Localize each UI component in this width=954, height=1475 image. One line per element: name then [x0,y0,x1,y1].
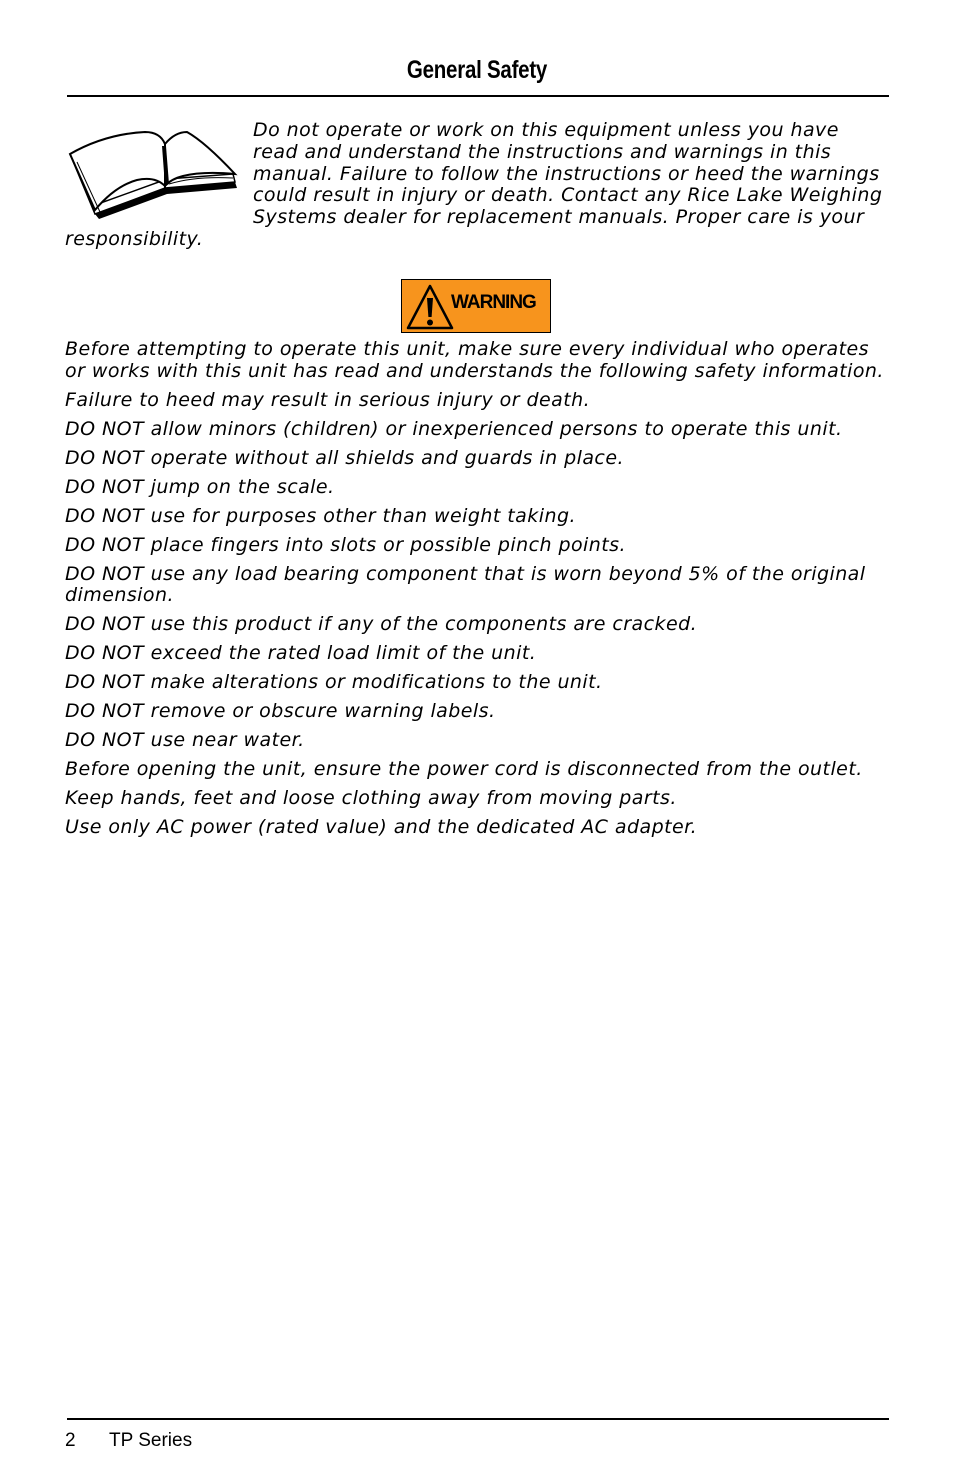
safety-item: Keep hands, feet and loose clothing away from moving parts. [65,787,677,809]
safety-item: Use only AC power (rated value) and the dedicated AC adapter. [65,816,698,838]
warning-label: WARNING [451,292,536,313]
safety-item: DO NOT make alterations or modifications to the unit. [65,671,603,693]
safety-item: DO NOT remove or obscure warning labels. [65,700,496,722]
safety-item: DO NOT jump on the scale. [65,475,335,498]
page-number: 2 [65,1430,76,1451]
intro-text: Do not operate or work on this equipment unless you have read and understand the instructions and warnings in this manual. Failure to follow the instructions or heed the warnings could result in injury or death. Contact any Rice Lake Weighing Systems dealer for replacement manuals. Proper care is your responsibility. [65,119,883,250]
intro-block [65,120,885,251]
open-book-icon [65,124,243,219]
safety-item: DO NOT operate without all shields and guards in place. [65,446,624,469]
page-title: General Safety [406,56,548,84]
safety-item: Failure to heed may result in serious injury or death. [65,388,591,411]
warning-badge [401,279,551,333]
footer-divider [67,1418,889,1420]
safety-item: DO NOT use near water. [65,729,305,751]
safety-item: DO NOT use any load bearing component that is worn beyond 5% of the original dimension. [65,562,866,606]
safety-instructions-list [65,339,887,846]
safety-item: DO NOT allow minors (children) or inexperienced persons to operate this unit. [65,417,843,440]
safety-item: DO NOT use for purposes other than weight taking. [65,504,576,527]
document-title: TP Series [109,1430,193,1451]
safety-item: Before attempting to operate this unit, make sure every individual who operates or works with this unit has read and understands the following safety information. [65,338,884,382]
safety-item: DO NOT exceed the rated load limit of the unit. [65,642,537,664]
page-footer [65,1430,192,1452]
safety-item: Before opening the unit, ensure the power cord is disconnected from the outlet. [65,758,863,780]
exclamation-triangle-icon [406,284,454,330]
title-divider [67,95,889,97]
safety-item: DO NOT use this product if any of the components are cracked. [65,613,698,635]
safety-item: DO NOT place fingers into slots or possible pinch points. [65,533,626,556]
